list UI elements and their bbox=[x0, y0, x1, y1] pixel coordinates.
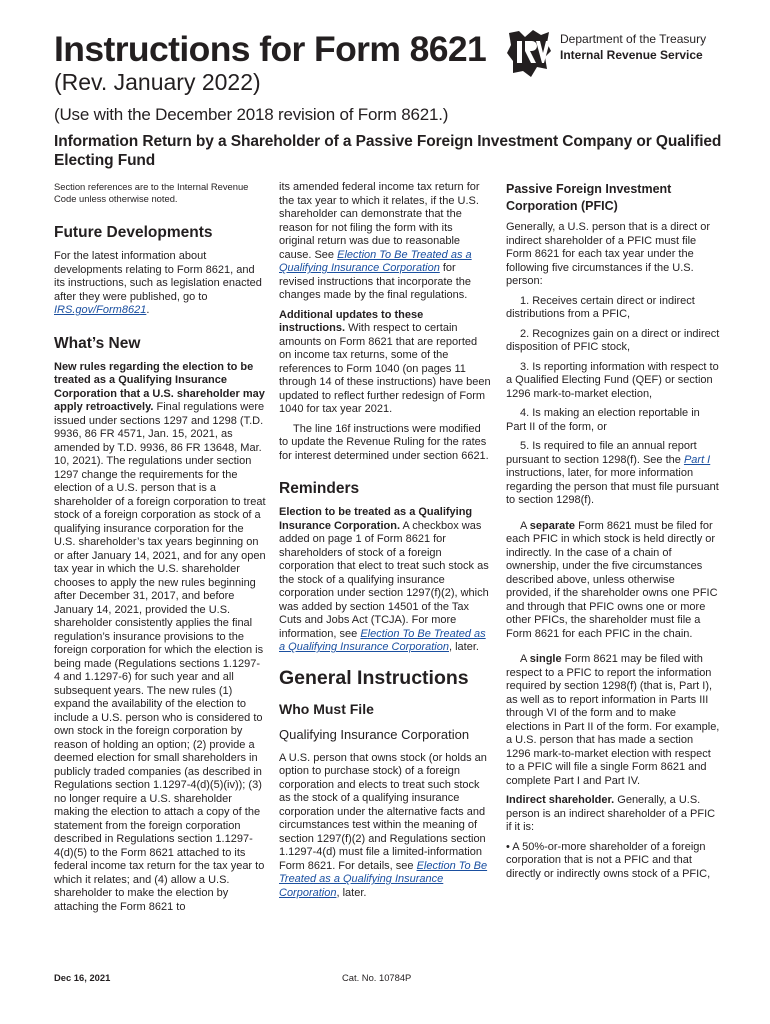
new-rules-paragraph: New rules regarding the election to be treated as a Qualifying Insurance Corporation that a U.S. shareholder may apply retroactively. Final regulations were issued under sections 1297 and 1298 (T.D. 9936, 86 FR 4571, Jan. 15, 2021, as amended by T.D. 9936, 86 FR 13648, Mar. 10, 2021). The regulations under section 1297 change the requirements for the election of a U.S. person that is a shareholder of a foreign corporation to treat stock of a foreign corporation as stock of a qualifying insurance corporation for the U.S. shareholder’s tax years beginning on or after January 14, 2021, and for any open tax year in which the U.S. shareholder chooses to apply the new rules beginning after December 31, 2017, and before January 14, 2021, provided the U.S. shareholder consistently applies the final regulation’s insurance provisions to the foreign corporation for which the election is being made (Regulations sections 1.1297-4 and 1.1297-6) for such year and all subsequent years. The new rules (1) expand the availability of the election to include a U.S. person who is considered to own stock in the foreign corporation by reason of holding an option; (2) provide a deemed election for small shareholders in publicly traded companies (as described in Regulations section 1.1297-4(d)(5)(iv)); (3) no longer require a U.S. shareholder making the election to attach a copy of the statement from the foreign corporation described in Regulations section 1.1297-4(d)(5) to the Form 8621 attached to its federal income tax return for the tax year to which it relates; and (4) allow a U.S. shareholder to make the election by attaching the Form 8621 to bbox=[54, 360, 266, 913]
qic-paragraph: A U.S. person that owns stock (or holds an option to purchase stock) of a foreign corporation and elects to treat such stock as the stock of a qualifying insurance corporation under the alternative facts and circumstances test within the meaning of section 1297(f)(2) and Regulations section 1.1297-4(d) must file a limited-information Form 8621. For details, see Election To Be Treated as a Qualifying Insurance Corporation, later. bbox=[279, 751, 488, 899]
list-item: 4. Is making an election reportable in Part II of the form, or bbox=[506, 407, 700, 433]
election-paragraph: Election to be treated as a Qualifying Insurance Corporation. A checkbox was added on page 1 of Form 8621 for shareholders of stock of a foreign corporation that elect to treat such stock as the stock of a qualifying insurance corporation under section 1297(f)(2), which was added by section 14501 of the Tax Cuts and Jobs Act (TCJA). For more information, see Election To Be Treated as a Qualifying Insurance Corporation, later. bbox=[279, 506, 489, 653]
separate-form-paragraph: A separate Form 8621 must be filed for each PFIC in which stock is held directly or indirectly. In the case of a chain of ownership, under the five circumstances described above, unless otherwise provided, if the shareholder owns one PFIC and through that PFIC owns one or more other PFICs, the shareholder must file a Form 8621 for each PFIC in the chain. bbox=[506, 519, 718, 640]
pfic-intro: Generally, a U.S. person that is a direct or indirect shareholder of a PFIC must file Form 8621 for each tax year under the following five circumstances if the U.S. person: bbox=[506, 221, 710, 287]
column-1 bbox=[54, 181, 266, 920]
part-i-link[interactable]: Part I bbox=[683, 453, 711, 466]
footer-date: Dec 16, 2021 bbox=[54, 972, 111, 983]
future-developments-heading: Future Developments bbox=[54, 224, 213, 241]
form-subtitle: Information Return by a Shareholder of a Passive Foreign Investment Company or Qualified Electing Fund bbox=[54, 133, 722, 169]
irs-form8621-link[interactable]: IRS.gov/Form8621 bbox=[54, 304, 147, 316]
service-label: Internal Revenue Service bbox=[560, 48, 703, 62]
election-lead: Election to be treated as a Qualifying Insurance Corporation. bbox=[279, 506, 473, 532]
additional-updates-paragraph: Additional updates to these instructions. With respect to certain amounts on Form 8621 that are reported on income tax returns, some of the references to Form 1040 (on pages 11 through 14 of these instructions) have been updated to reflect further redesign of Form 1040 for tax year 2021. bbox=[279, 308, 491, 415]
use-with-note: (Use with the December 2018 revision of Form 8621.) bbox=[54, 105, 449, 124]
column-3 bbox=[506, 181, 720, 887]
pfic-heading: Passive Foreign Investment Corporation (PFIC) bbox=[506, 182, 672, 213]
page-title: Instructions for Form 8621 bbox=[54, 29, 487, 69]
bullet-item: • A 50%-or-more shareholder of a foreign corporation that is not a PFIC and that directly or indirectly owns stock of a PFIC, bbox=[506, 840, 711, 880]
irs-eagle-logo-icon bbox=[503, 27, 555, 81]
who-must-file-heading: Who Must File bbox=[279, 700, 374, 717]
general-instructions-heading: General Instructions bbox=[279, 666, 469, 689]
list-item: 2. Recognizes gain on a direct or indirect disposition of PFIC stock, bbox=[506, 327, 720, 353]
indirect-shareholder-lead: Indirect shareholder. bbox=[506, 794, 615, 806]
qic-election-link[interactable]: Election To Be Treated as a Qualifying Insurance Corporation bbox=[279, 248, 472, 274]
department-label: Department of the Treasury bbox=[560, 32, 707, 46]
indirect-shareholder-paragraph: Indirect shareholder. Generally, a U.S. person is an indirect shareholder of a PFIC if it is: bbox=[506, 794, 716, 833]
qic-election-link[interactable]: Election To Be Treated as a Qualifying Insurance Corporation bbox=[279, 859, 488, 899]
line16f-paragraph: The line 16f instructions were modified to update the Revenue Ruling for the rates for interest determined under section 6621. bbox=[279, 422, 489, 462]
whats-new-heading: What’s New bbox=[54, 334, 141, 352]
list-item: 3. Is reporting information with respect to a Qualified Electing Fund (QEF) or section 1296 mark-to-market election, bbox=[506, 360, 719, 400]
agency-name bbox=[560, 31, 706, 63]
additional-updates-lead: Additional updates to these instructions. bbox=[279, 308, 424, 334]
column-2 bbox=[279, 181, 491, 906]
single-form-paragraph: A single Form 8621 may be filed with respect to a PFIC to report the information required by section 1298(f) (that is, Part I), as well as to report information in Parts III through VI of the form and to make elections in Part II of the form. For example, a U.S. person that has made a section 1296 mark-to-market election with respect to a PFIC will file a single Form 8621 and complete Part I and Part IV. bbox=[506, 653, 720, 787]
continued-paragraph: its amended federal income tax return for the tax year to which it relates, if the U.S. shareholder can demonstrate that the reason for not filing the form with its original return was due to reasonable cause. See Election To Be Treated as a Qualifying Insurance Corporation for revised instructions that incorporate the changes made by the final regulations. bbox=[279, 181, 480, 301]
qic-election-link[interactable]: Election To Be Treated as a Qualifying Insurance Corporation bbox=[279, 627, 486, 653]
section-references-note: Section references are to the Internal Revenue Code unless otherwise noted. bbox=[54, 181, 249, 204]
list-item: 5. Is required to file an annual report pursuant to section 1298(f). See the Part I instructions, later, for more information regarding the person that must file pursuant to section 1298(f). bbox=[506, 440, 719, 506]
qualifying-insurance-corporation-heading: Qualifying Insurance Corporation bbox=[279, 726, 470, 742]
list-item: 1. Receives certain direct or indirect distributions from a PFIC, bbox=[506, 294, 695, 320]
future-developments-text: For the latest information about developments relating to Form 8621, and its instructions, such as legislation enacted after they were published, go to IRS.gov/Form8621. bbox=[54, 250, 262, 316]
catalog-number: Cat. No. 10784P bbox=[342, 972, 412, 983]
revision-date: (Rev. January 2022) bbox=[54, 69, 261, 95]
new-rules-lead: New rules regarding the election to be treated as a Qualifying Insurance Corporation that a U.S. shareholder may apply retroactively. bbox=[54, 360, 265, 413]
reminders-heading: Reminders bbox=[279, 480, 360, 497]
